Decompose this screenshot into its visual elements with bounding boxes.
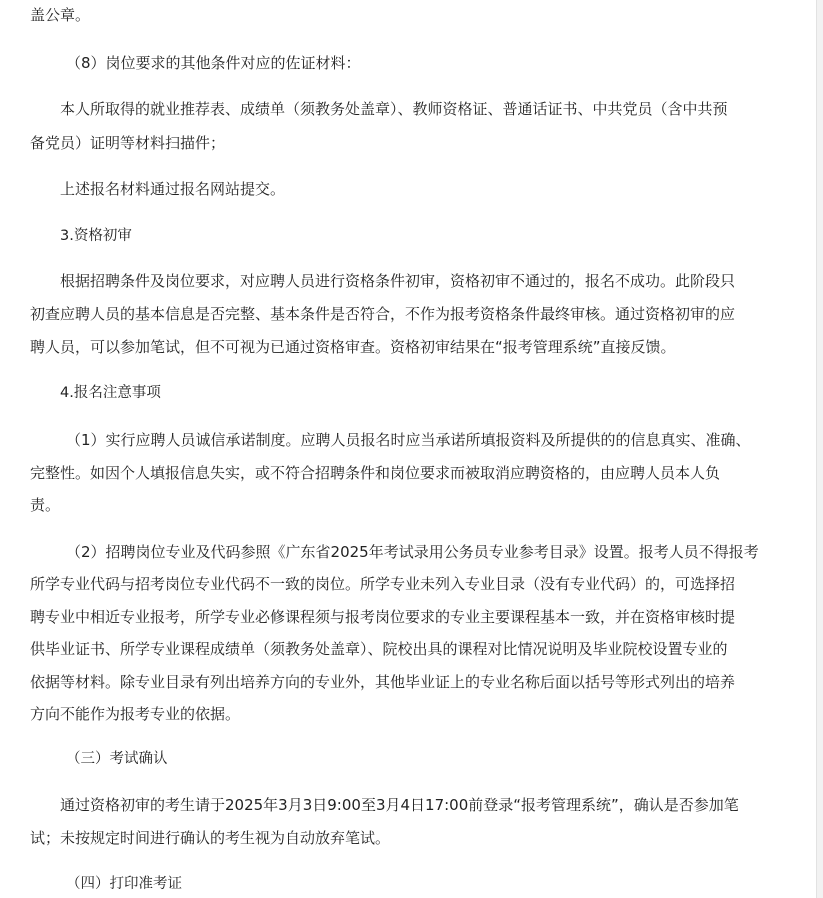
section-heading: （四）打印准考证 [66,876,182,892]
text-line: 责。 [30,496,61,514]
text-line: 上述报名材料通过报名网站提交。 [60,180,286,198]
section-heading: 3.资格初审 [60,228,132,244]
text-line: 聘专业中相近专业报考，所学专业必修课程须与报考岗位要求的专业主要课程基本一致，并在资格审核时提 [30,608,736,626]
text-line: 聘人员，可以参加笔试，但不可视为已通过资格审查。资格初审结果在“报考管理系统”直接反馈。 [30,338,676,356]
text-line: 供毕业证书、所学专业课程成绩单（须教务处盖章）、院校出具的课程对比情况说明及毕业院校设置专业的 [30,640,728,658]
section-heading: 4.报名注意事项 [60,385,161,401]
text-line: 所学专业代码与招考岗位专业代码不一致的岗位。所学专业未列入专业目录（没有专业代码）的，可选择招 [30,575,736,593]
text-line: 完整性。如因个人填报信息失实，或不符合招聘条件和岗位要求而被取消应聘资格的，由应聘人员本人负 [30,464,721,482]
text-line: （1）实行应聘人员诚信承诺制度。应聘人员报名时应当承诺所填报资料及所提供的的信息真实、准确、 [66,431,751,449]
text-line: 盖公章。 [30,6,91,24]
text-line: （8）岗位要求的其他条件对应的佐证材料： [66,54,361,72]
text-line: 备党员）证明等材料扫描件； [30,134,226,152]
text-line: （2）招聘岗位专业及代码参照《广东省2025年考试录用公务员专业参考目录》设置。报考人员不得报考 [66,543,759,561]
text-line: 依据等材料。除专业目录有列出培养方向的专业外，其他毕业证上的专业名称后面以括号等形式列出的培养 [30,673,736,691]
text-line: 本人所取得的就业推荐表、成绩单（须教务处盖章）、教师资格证、普通话证书、中共党员（含中共预 [60,100,728,118]
scrollbar-track[interactable] [816,0,823,898]
text-line: 方向不能作为报考专业的依据。 [30,705,241,723]
text-line: 初查应聘人员的基本信息是否完整、基本条件是否符合，不作为报考资格条件最终审核。通过资格初审的应 [30,305,736,323]
text-line: 试；未按规定时间进行确认的考生视为自动放弃笔试。 [30,829,391,847]
text-line: 通过资格初审的考生请于2025年3月3日9:00至3月4日17:00前登录“报考管理系统”，确认是否参加笔 [60,796,739,814]
section-heading: （三）考试确认 [66,751,168,767]
text-line: 根据招聘条件及岗位要求，对应聘人员进行资格条件初审，资格初审不通过的，报名不成功。此阶段只 [60,272,736,290]
